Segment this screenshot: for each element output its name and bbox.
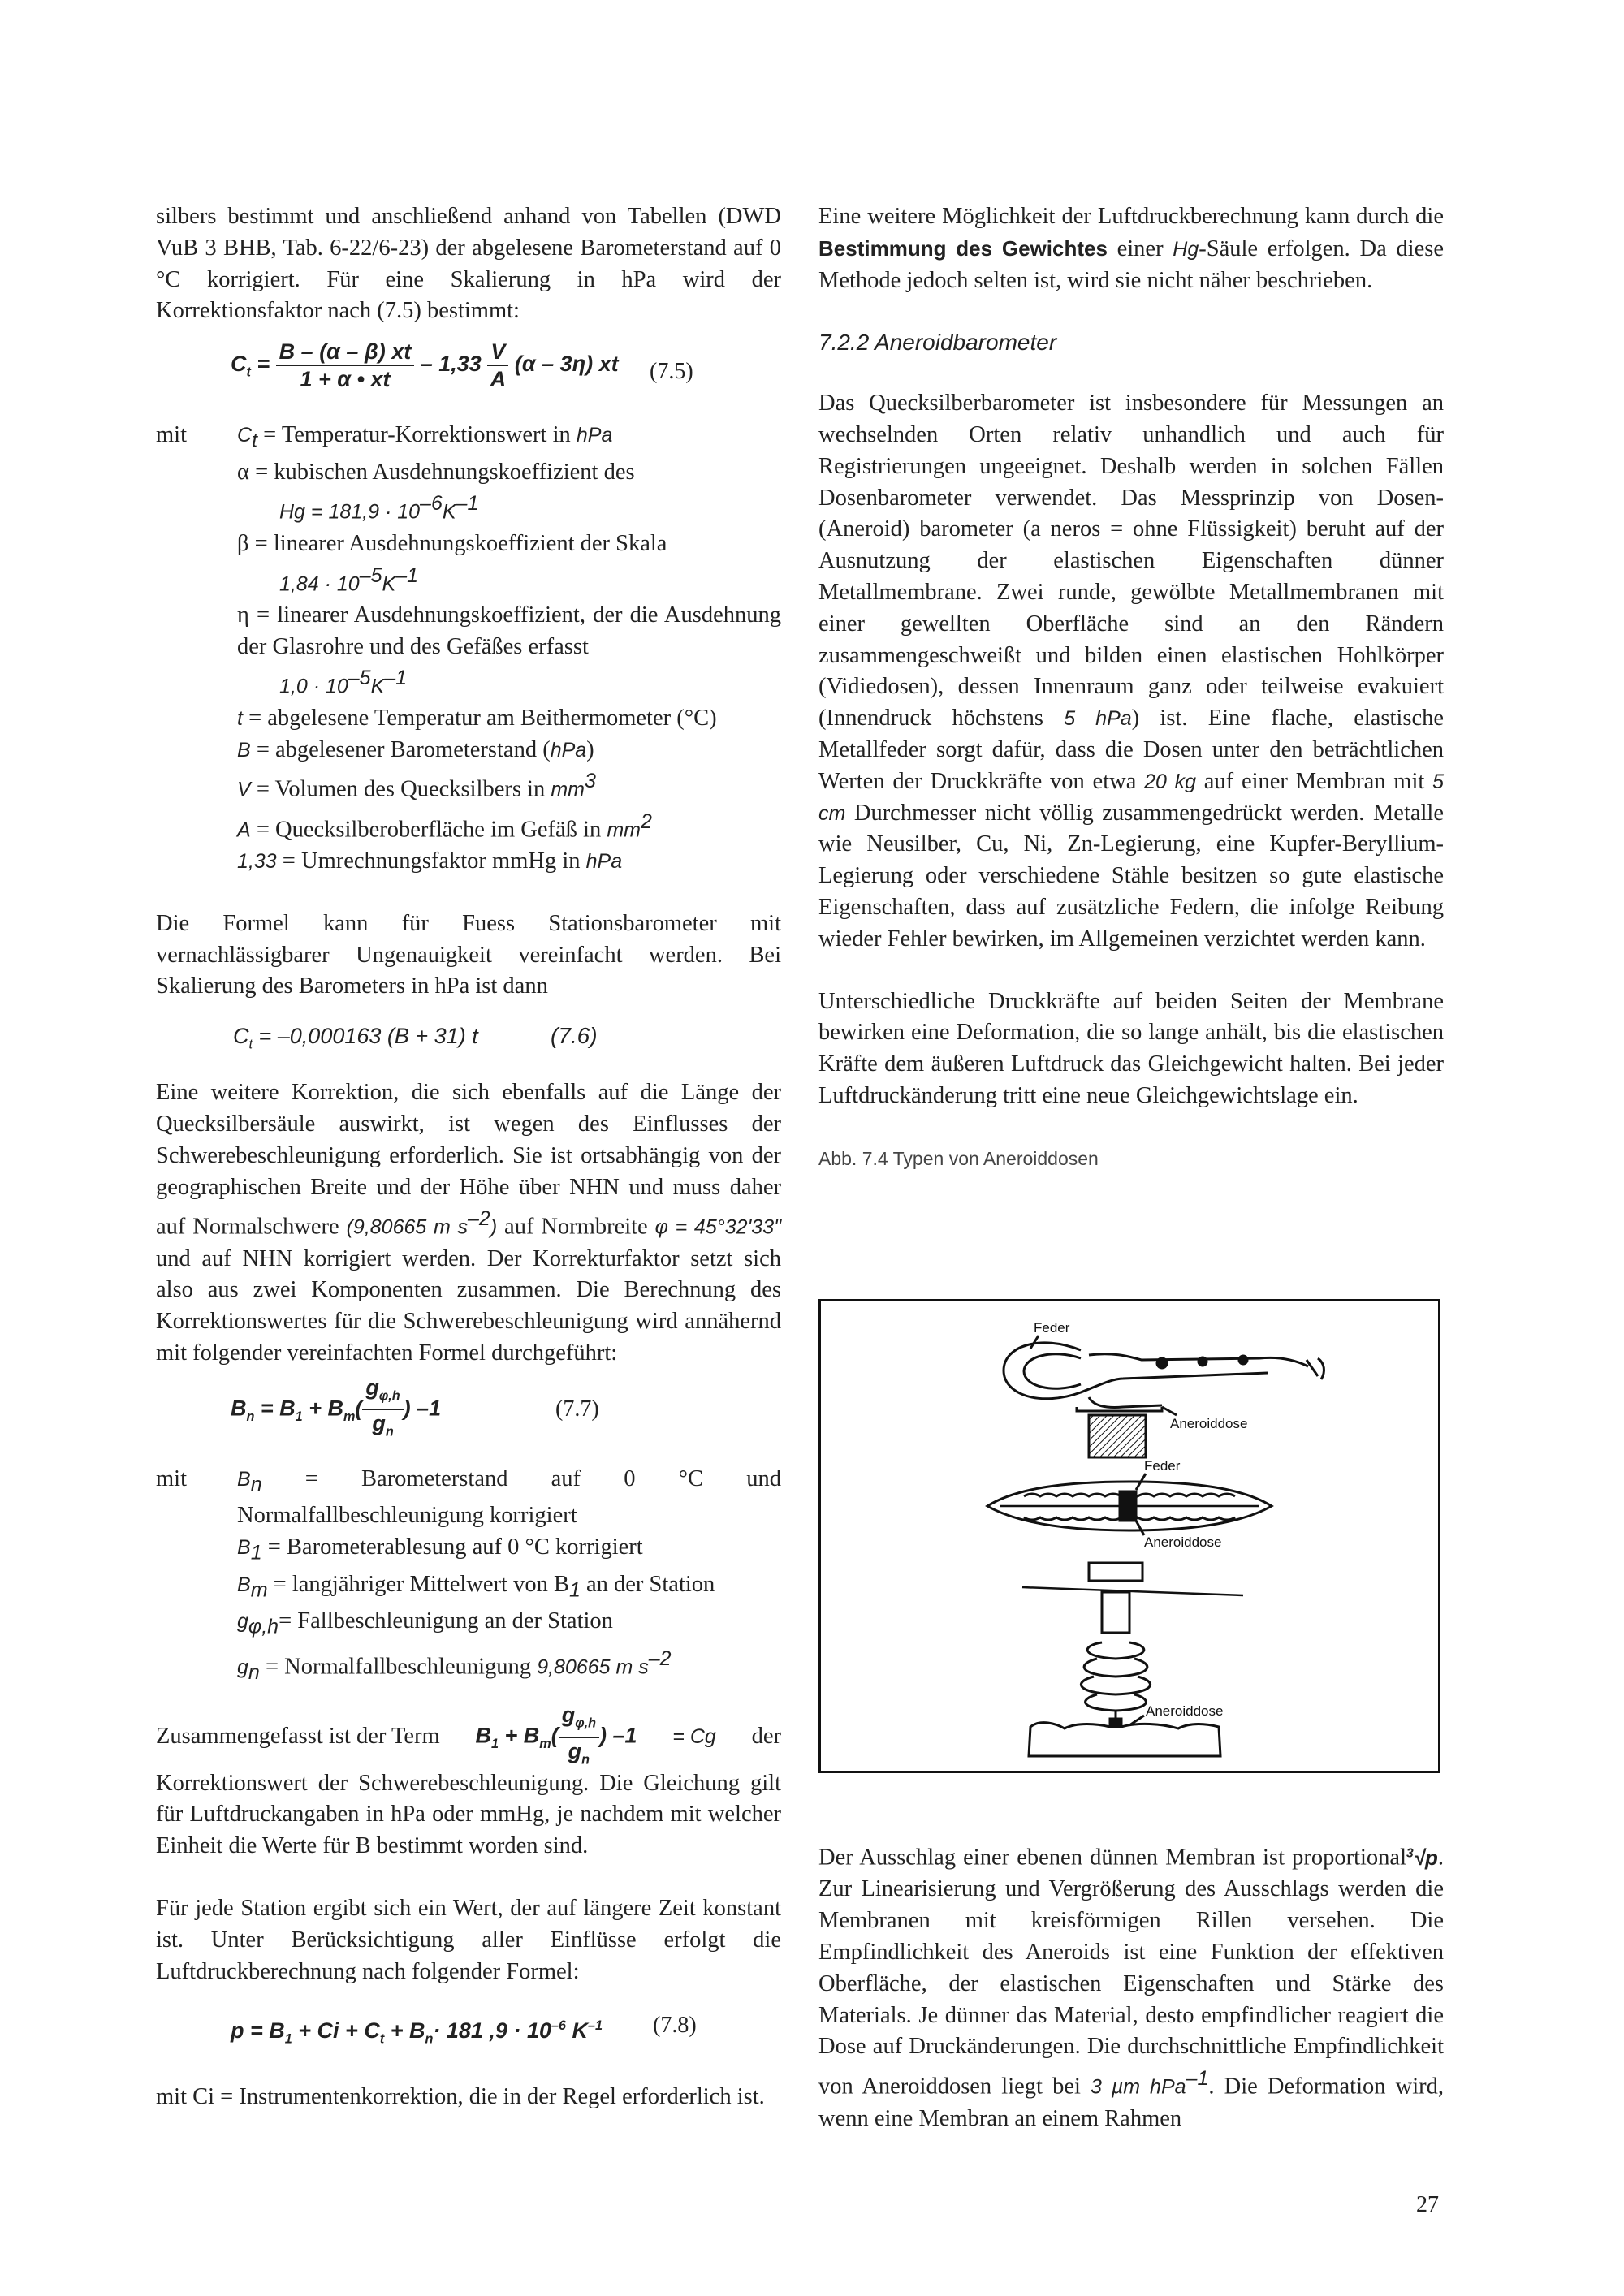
paragraph: Die Formel kann für Fuess Stationsbarometer mit vernachlässigbarer Ungenauigkeit vereinfacht werden. Bei Skalierung des Barometers in hPa ist dann: [156, 910, 781, 999]
symbol-definitions: [234, 1464, 781, 1689]
paragraph: Korrektionswert der Schwerebeschleunigung. Die Gleichung gilt für Luftdruckangaben in hPa oder mmHg, je nachdem mit welcher Einheit die Werte für B bestimmt worden sind.: [156, 1770, 781, 1859]
def-v: V = Volumen des Quecksilbers in $mm^3$: [237, 770, 596, 802]
label-feder-2: Feder: [1144, 1458, 1181, 1474]
def-alpha: α = kubischen Ausdehnungskoeffizient des: [237, 459, 635, 485]
right-column: [818, 201, 1444, 1175]
label-aneroiddose-1: Aneroiddose: [1170, 1416, 1248, 1431]
paragraph: Eine weitere Korrektion, die sich ebenfalls auf die Länge der Quecksilbersäule auswirkt, ist wegen des Einflusses der Schwerebeschleunigung erforderlich. Sie ist ortsabhängig von der geographischen Breite und der Höhe über NHN und muss daher auf Normalschwere (9,80665 m $s^{-2}$) auf Normbreite φ = 45°32'33" und auf NHN korrigiert werden. Der Korrekturfaktor setzt sich also aus zwei Komponenten zusammen. Die Berechnung des Korrektionswertes für die Schwerebeschleunigung wird annähernd mit folgender vereinfachten Formel durchgeführt:: [156, 1080, 781, 1366]
def-ct: $C_t$ = Temperatur-Korrektionswert in hPa: [237, 422, 613, 452]
section-heading: 7.2.2 Aneroidbarometer: [818, 330, 1057, 356]
paragraph: Unterschiedliche Druckkräfte auf beiden Seiten der Membrane bewirken eine Deformation, die so lange anhält, bis die elastischen Kräfte dem äußeren Luftdruck das Gleichgewicht halten. Bei jeder Luftdruckänderung tritt eine neue Gleichgewichtslage ein.: [818, 988, 1444, 1108]
def-133: 1,33 = Umrechnungsfaktor mmHg in hPa: [237, 848, 623, 874]
capsule-type-1: [1004, 1336, 1324, 1457]
inline-formula-line: Zusammengefasst ist der Term $B_1 + B_m$( $\frac{g_{\varphi,h}}{g_n}$ ) –1 = Cg der: [156, 1707, 781, 1768]
left-column: [156, 201, 781, 2113]
def-b1: $B_1$ = Barometerablesung auf 0 °C korrigiert: [237, 1534, 643, 1564]
formula-7-5: $C_t$ = $\frac{B - (\alpha - \beta) xt}{1 + \alpha • xt}$ – 1,33 $\frac{V}{A}$ (α – 3η) xt (7.5): [231, 339, 693, 392]
def-bn: $B_n$ = Barometerstand auf 0 °C und Normalfallbeschleunigung korrigiert: [237, 1465, 781, 1529]
paragraph: mit Ci = Instrumentenkorrektion, die in der Regel erforderlich ist.: [156, 2084, 765, 2110]
equation-number: (7.8): [653, 2013, 697, 2039]
page-number: 27: [1416, 2192, 1439, 2217]
aneroid-figure: [818, 1299, 1440, 1773]
formula-7-8: $p = B_1 + Ci + C_t + B_n\cdot 181$ $,9 \cdot 10^{-6}$ $K^{-1}$ (7.8): [156, 2010, 781, 2082]
figure-caption: Abb. 7.4 Typen von Aneroiddosen: [818, 1147, 1099, 1169]
inline-formula: $B_1 + B_m$( $\frac{g_{\varphi,h}}{g_n}$ ) –1: [475, 1703, 637, 1767]
def-bm: $B_m$ = langjähriger Mittelwert von $B_1$ an der Station: [237, 1571, 715, 1602]
label-aneroiddose-3: Aneroiddose: [1146, 1703, 1224, 1719]
cube-root: $^3$√p: [1406, 1845, 1438, 1870]
paragraph: Das Quecksilberbarometer ist insbesondere für Messungen an wechselnden Orten relativ unhandlich und auch für Registrierungen ungeeignet. Deshalb werden in solchen Fällen Dosenbarometer verwendet. Das Messprinzip von Dosen-(Aneroid) barometer (a neros = ohne Flüssigkeit) beruht auf der Ausnutzung der elastischen Eigenschaften dünner Metallmembrane. Zwei runde, gewölbte Metallmembranen mit einer gewellten Oberfläche sind an den Rändern zusammengeschweißt und bilden einen elastischen Hohlkörper (Vidiedosen), dessen Innenraum ganz oder teilweise evakuiert (Innendruck höchstens 5 hPa) ist. Eine flache, elastische Metallfeder sorgt dafür, dass die Dosen unter den beträchtlichen Werten der Druckkräfte von etwa 20 kg auf einer Membran mit 5 cm Durchmesser nicht völlig zusammengedrückt werden. Metalle wie Neusilber, Cu, Ni, Zn-Legierung, eine Kupfer-Beryllium-Legierung oder verschiedene Stähle besitzen so gute elastische Eigenschaften, dass auf zusätzliche Federn, die infolge Reibung wieder Fehler bewirken, im Allgemeinen verzichtet werden kann.: [818, 391, 1444, 952]
def-alpha-value: $Hg = 181,9 \cdot 10^{-6}K^{-1}$: [279, 492, 479, 524]
formula-7-7: $B_n = B_1 + B_m$( $\frac{g_{\varphi,h}}{g_n}$ ) –1 (7.7): [231, 1375, 599, 1439]
equation-number: (7.5): [650, 359, 693, 385]
def-t: t = abgelesene Temperatur am Beithermometer (°C): [237, 705, 717, 731]
capsule-type-2: [987, 1474, 1272, 1535]
right-column-continued: [818, 1838, 1444, 2134]
def-beta-value: $1,84 \cdot 10^{-5}K^{-1}$: [279, 563, 418, 596]
symbol-definitions: [234, 420, 781, 878]
paragraph: Eine weitere Möglichkeit der Luftdruckberechnung kann durch die Bestimmung des Gewichtes einer Hg-Säule erfolgen. Da diese Methode jedoch selten ist, wird sie nicht näher beschrieben.: [818, 204, 1444, 293]
label-feder-1: Feder: [1034, 1320, 1070, 1336]
paragraph: Für jede Station ergibt sich ein Wert, der auf längere Zeit konstant ist. Unter Berücksichtigung aller Einflüsse erfolgt die Luftdruckberechnung nach folgender Formel:: [156, 1895, 781, 1984]
aneroid-diagram: [821, 1301, 1438, 1771]
def-beta: β = linearer Ausdehnungskoeffizient der Skala: [237, 530, 667, 556]
def-a: A = Quecksilberoberfläche im Gefäß in $mm^2$: [237, 809, 652, 843]
paragraph: silbers bestimmt und anschließend anhand von Tabellen (DWD VuB 3 BHB, Tab. 6-22/6-23) der abgelesene Barometerstand auf 0 °C korrigiert. Für eine Skalierung in hPa wird der Korrektionsfaktor nach (7.5) bestimmt:: [156, 204, 781, 324]
equation-number: (7.6): [551, 1023, 598, 1049]
paragraph: Der Ausschlag einer ebenen dünnen Membran ist proportional$^3$√p. Zur Linearisierung und Vergrößerung des Ausschlags werden die Membranen mit kreisförmigen Rillen versehen. Die Empfindlichkeit des Aneroids ist eine Funktion der effektiven Oberfläche, der elastischen Eigenschaften und Stärke des Materials. Je dünner das Material, desto empfindlicher reagiert die Dose auf Druckänderungen. Die durchschnittliche Empfindlichkeit von Aneroiddosen liegt bei 3 µm hPa$^{-1}$. Die Deformation wird, wenn eine Membran an einem Rahmen: [818, 1845, 1444, 2131]
label-aneroiddose-2: Aneroiddose: [1144, 1534, 1222, 1550]
capsule-type-3: [1022, 1563, 1243, 1756]
def-gphih: $g_{\varphi,h}=$ Fallbeschleunigung an der Station: [237, 1608, 613, 1638]
def-eta-value: $1,0 \cdot 10^{-5}K^{-1}$: [279, 667, 408, 698]
equation-number: (7.7): [555, 1396, 599, 1422]
symbol-list-1: mit $C_t$ = Temperatur-Korrektionswert in hPa α = kubischen Ausdehnungskoeffizient des $Hg = 181,9 \cdot 10^{-6}K^{-1}$ β = linearer Ausdehnungskoeffizient der Skala $1,84 \cdot 10^{-5}K^{-1}$ η = linearer Ausdehnungskoeffizient, der die Ausdehnung der Glasrohre und des Gefäßes erfasst $1,0 \cdot 10^{-5}K^{-1}$ t = abgelesene Temperatur am Beithermometer (°C) B = abgelesener Barometerstand (hPa) V = Volumen des Quecksilbers in $mm^3$ A = Quecksilberoberfläche im Gefäß in $mm^2$ 1,33 = Umrechnungsfaktor mmHg in hPa: [156, 420, 781, 878]
formula-7-6: $C_t = -0,000163$ (B + 31) t (7.6): [156, 1021, 781, 1077]
symbol-list-2: mit $B_n$ = Barometerstand auf 0 °C und Normalfallbeschleunigung korrigiert $B_1$ = Barometerablesung auf 0 °C korrigiert $B_m$ = langjähriger Mittelwert von $B_1$ an der Station $g_{\varphi,h}=$ Fallbeschleunigung an der Station $g_n$ = Normalfallbeschleunigung 9,80665 m $s^{-2}$: [156, 1464, 781, 1689]
def-eta: η = linearer Ausdehnungskoeffizient, der die Ausdehnung der Glasrohre und des Gefäßes erfasst: [237, 602, 781, 659]
def-gn: $g_n$ = Normalfallbeschleunigung 9,80665 m $s^{-2}$: [237, 1646, 672, 1684]
def-b: B = abgelesener Barometerstand (hPa): [237, 736, 594, 762]
